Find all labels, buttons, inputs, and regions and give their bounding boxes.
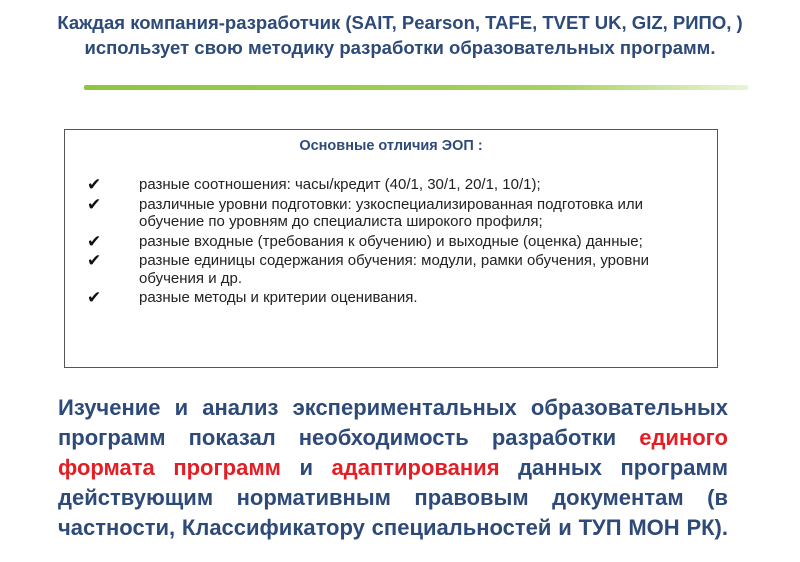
- box-heading: Основные отличия ЭОП :: [299, 138, 483, 154]
- checkmark-icon: ✔: [87, 231, 102, 251]
- slide-title: Каждая компания-разработчик (SAIT, Pearson, TAFE, TVET UK, GIZ, РИПО, ) использует свою методику разработки образовательных программ.: [57, 12, 743, 58]
- conclusion-paragraph: [58, 393, 728, 562]
- paragraph-text: Изучение и анализ экспериментальных образовательных программ показал необходимость разработки: [58, 395, 728, 450]
- list-item-text: разные входные (требования к обучению) и выходные (оценка) данные;: [139, 232, 643, 250]
- list-item: [87, 196, 707, 231]
- checkmark-icon: ✔: [87, 251, 102, 270]
- checkmark-icon: ✔: [87, 194, 102, 214]
- highlight-adaptation: адаптирования: [331, 455, 500, 480]
- paragraph-text: данных программ действующим нормативным правовым документам (в частности, Классификатору специальностей и ТУП МОН РК).: [58, 455, 728, 540]
- title-underline: [84, 85, 748, 90]
- list-item-text: разные единицы содержания обучения: модули, рамки обучения, уровни обучения и др.: [139, 252, 649, 287]
- differences-box: [64, 129, 718, 368]
- list-item: [87, 233, 707, 251]
- checkmark-icon: ✔: [87, 175, 102, 194]
- highlight-unified-format: единого формата программ: [58, 425, 728, 480]
- differences-list: [87, 176, 707, 309]
- checkmark-icon: ✔: [87, 288, 102, 307]
- list-item-text: разные соотношения: часы/кредит (40/1, 30/1, 20/1, 10/1);: [139, 176, 541, 193]
- list-item: [87, 176, 707, 194]
- list-item-text: разные методы и критерии оценивания.: [139, 289, 418, 306]
- list-item: [87, 289, 707, 307]
- list-item-text: различные уровни подготовки: узкоспециализированная подготовка или обучение по уровням до специалиста широкого профиля;: [139, 195, 644, 230]
- paragraph-text: и: [280, 455, 332, 480]
- list-item: [87, 252, 707, 287]
